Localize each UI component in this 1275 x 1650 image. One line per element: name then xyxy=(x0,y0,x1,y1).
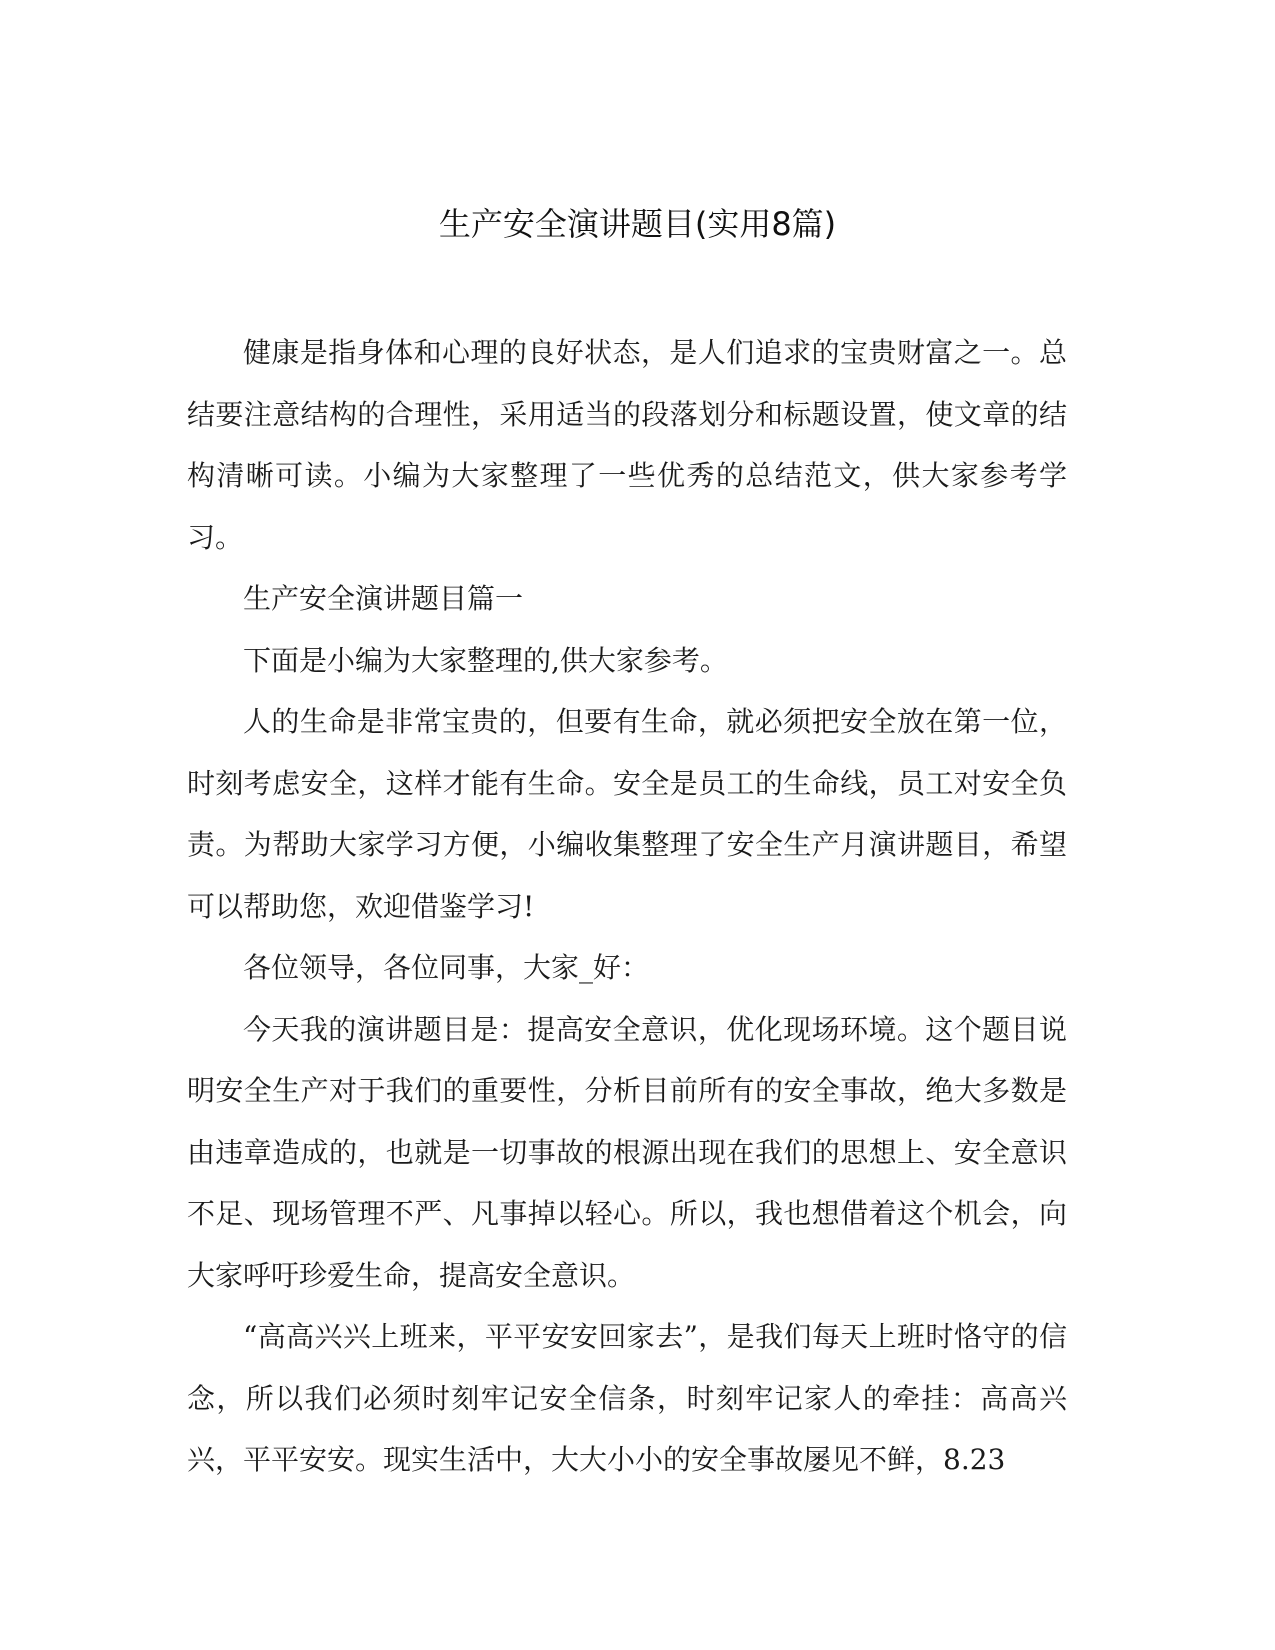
paragraph-safety-motto: “高高兴兴上班来，平平安安回家去”，是我们每天上班时恪守的信念，所以我们必须时刻牢记安全信条，时刻牢记家人的牵挂：高高兴兴，平平安安。现实生活中，大大小小的安全事故屡见不鲜，8.23 xyxy=(187,1320,1067,1476)
paragraph-greeting: 各位领导，各位同事，大家_好： xyxy=(243,951,650,984)
paragraph-life-safety: 人的生命是非常宝贵的，但要有生命，就必须把安全放在第一位，时刻考虑安全，这样才能有生命。安全是员工的生命线，员工对安全负责。为帮助大家学习方便，小编收集整理了安全生产月演讲题目，希望可以帮助您，欢迎借鉴学习! xyxy=(187,705,1067,923)
paragraph-speech-topic: 今天我的演讲题目是：提高安全意识，优化现场环境。这个题目说明安全生产对于我们的重要性，分析目前所有的安全事故，绝大多数是由违章造成的，也就是一切事故的根源出现在我们的思想上、安全意识不足、现场管理不严、凡事掉以轻心。所以，我也想借着这个机会，向大家呼吁珍爱生命，提高安全意识。 xyxy=(187,1012,1067,1292)
paragraph-editor-note: 下面是小编为大家整理的,供大家参考。 xyxy=(243,643,728,677)
document-body xyxy=(187,322,1067,1491)
paragraph-intro: 健康是指身体和心理的良好状态，是人们追求的宝贵财富之一。总结要注意结构的合理性，采用适当的段落划分和标题设置，使文章的结构清晰可读。小编为大家整理了一些优秀的总结范文，供大家参考学习。 xyxy=(187,336,1067,554)
section-heading-part-one: 生产安全演讲题目篇一 xyxy=(243,582,524,615)
document-title: 生产安全演讲题目(实用8篇) xyxy=(438,205,837,243)
